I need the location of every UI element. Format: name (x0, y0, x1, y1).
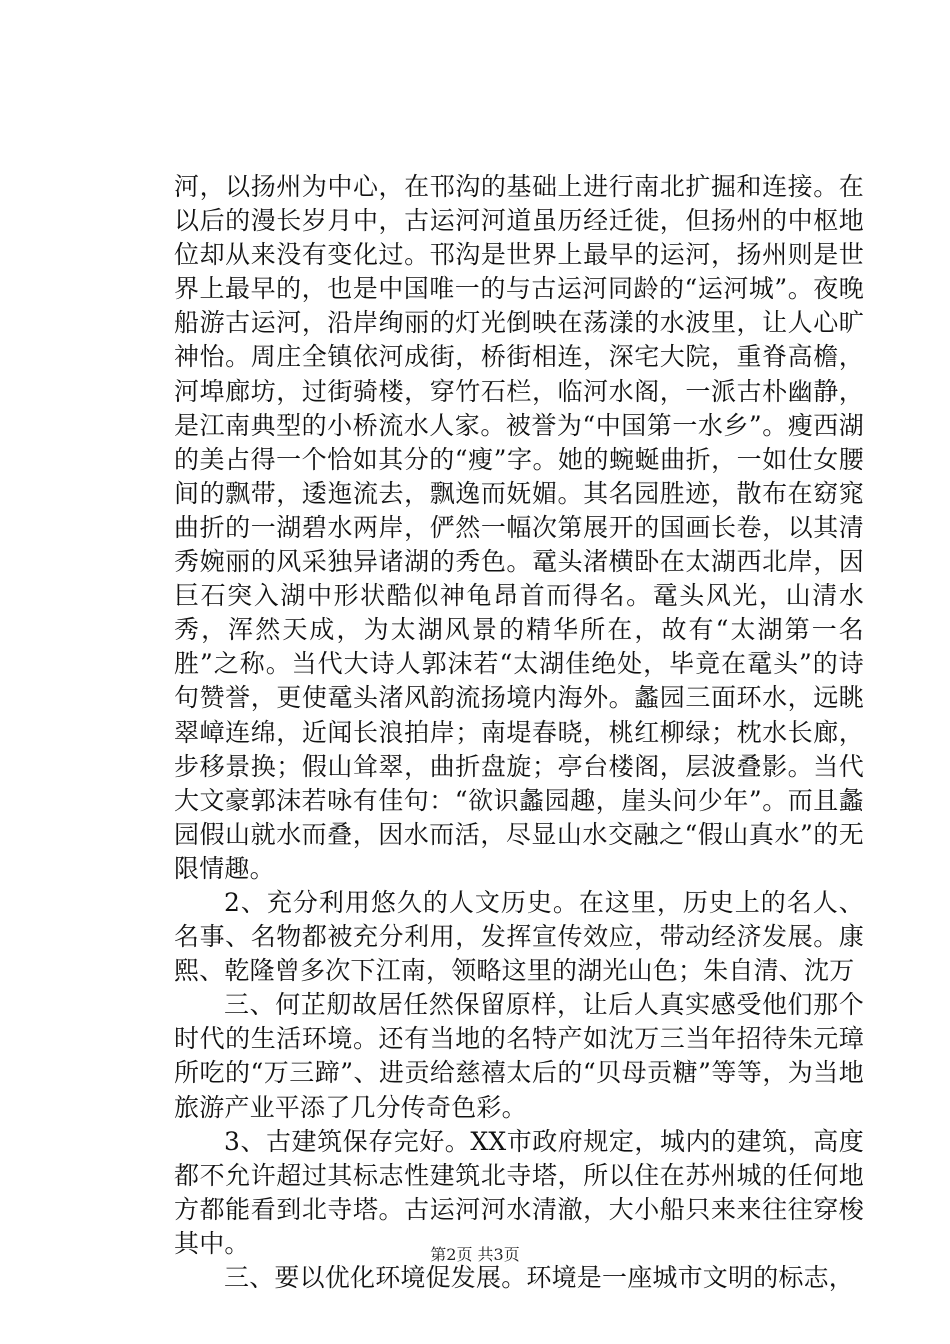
paragraph-5: 三、要以优化环境促发展。环境是一座城市文明的标志， (224, 1263, 855, 1292)
document-body (174, 170, 864, 1295)
paragraph-3: 三、何芷舠故居任然保留原样，让后人真实感受他们那个时代的生活环境。还有当地的名特产如沈万三当年招待朱元璋所吃的“万三蹄”、进贡给慈禧太后的“贝母贡糖”等等，为当地旅游产业平添了几分传奇色彩。 (174, 990, 864, 1122)
paragraph-2: 2、充分利用悠久的人文历史。在这里，历史上的名人、名事、名物都被充分利用，发挥宣传效应，带动经济发展。康熙、乾隆曾多次下江南，领略这里的湖光山色；朱自清、沈万 (174, 887, 864, 986)
paragraph-1: 河，以扬州为中心，在邗沟的基础上进行南北扩掘和连接。在以后的漫长岁月中，古运河河道虽历经迁徙，但扬州的中枢地位却从来没有变化过。邗沟是世界上最早的运河，扬州则是世界上最早的，也是中国唯一的与古运河同龄的“运河城”。夜晚船游古运河，沿岸绚丽的灯光倒映在荡漾的水波里，让人心旷神怡。周庄全镇依河成街，桥街相连，深宅大院，重脊高檐，河埠廊坊，过街骑楼，穿竹石栏，临河水阁，一派古朴幽静，是江南典型的小桥流水人家。被誉为“中国第一水乡”。瘦西湖的美占得一个恰如其分的“瘦”字。她的蜿蜒曲折，一如仕女腰间的飘带，逶迤流去，飘逸而妩媚。其名园胜迹，散布在窈窕曲折的一湖碧水两岸，俨然一幅次第展开的国画长卷，以其清秀婉丽的风采独异诸湖的秀色。鼋头渚横卧在太湖西北岸，因巨石突入湖中形状酷似神龟昂首而得名。鼋头风光，山清水秀，浑然天成，为太湖风景的精华所在，故有“太湖第一名胜”之称。当代大诗人郭沫若“太湖佳绝处，毕竟在鼋头”的诗句赞誉，更使鼋头渚风韵流扬境内海外。蠡园三面环水，远眺翠嶂连绵，近闻长浪拍岸；南堤春晓，桃红柳绿；枕水长廊，步移景换；假山耸翠，曲折盘旋；亭台楼阁，层波叠影。当代大文豪郭沫若咏有佳句：“欲识蠡园趣，崖头问少年”。而且蠡园假山就水而叠，因水而活，尽显山水交融之“假山真水”的无限情趣。 (174, 172, 864, 883)
paragraph-4: 3、古建筑保存完好。XX市政府规定，城内的建筑，高度都不允许超过其标志性建筑北寺塔，所以住在苏州城的任何地方都能看到北寺塔。古运河河水清澈，大小船只来来往往穿梭其中。 (174, 1126, 864, 1258)
page-footer: 第2页 共3页 (430, 1245, 520, 1264)
